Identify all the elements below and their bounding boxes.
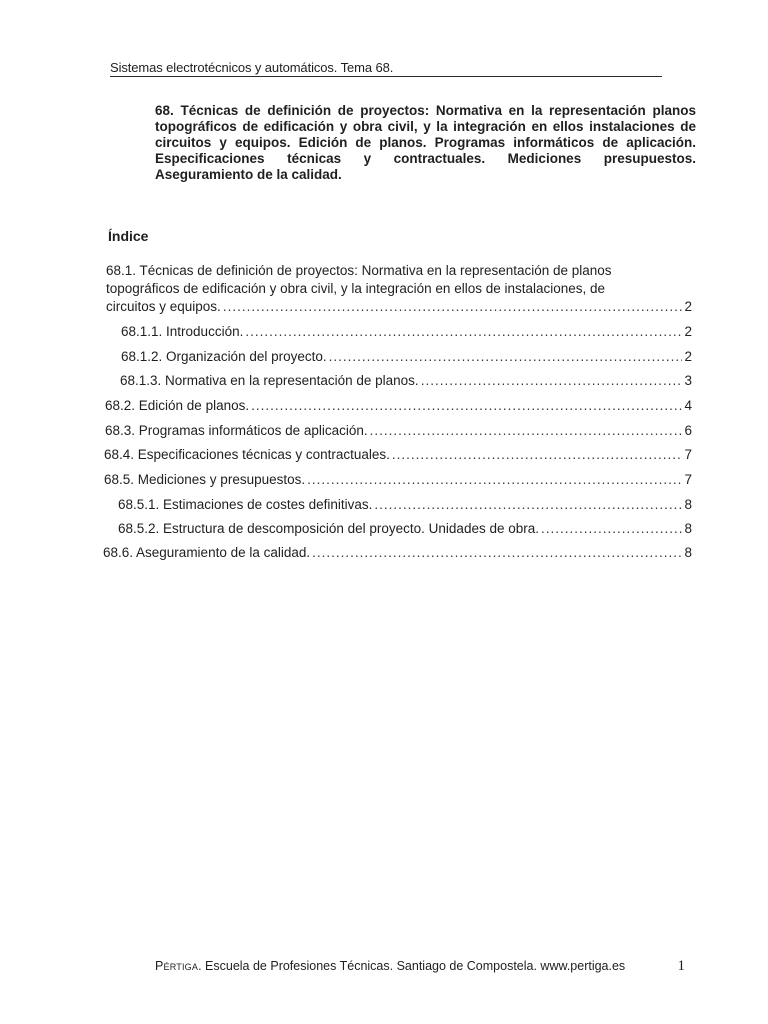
dot-leader <box>392 446 683 463</box>
toc-entry <box>105 397 692 414</box>
toc-entry-label: 68.5.2. Estructura de descomposición del proyecto. Unidades de obra. <box>118 521 539 536</box>
toc-page-number: 2 <box>684 299 692 314</box>
toc-page-number: 2 <box>684 349 692 364</box>
toc-page-number: 6 <box>684 423 692 438</box>
footer-institution: . Escuela de Profesiones Técnicas. Santiago de Compostela. www.pertiga.es <box>198 959 626 973</box>
toc-entry <box>103 544 692 561</box>
toc-entry-label: 68.5. Mediciones y presupuestos. <box>104 472 306 487</box>
running-header: Sistemas electrotécnicos y automáticos. Tema 68. <box>110 60 662 77</box>
dot-leader <box>223 298 683 315</box>
dot-leader <box>329 348 683 365</box>
toc-entry <box>121 348 692 365</box>
toc-page-number: 4 <box>684 398 692 413</box>
page-number: 1 <box>677 958 685 974</box>
toc-entry-last-line <box>106 298 692 315</box>
toc-page-number: 7 <box>684 472 692 487</box>
toc-entry-label: 68.2. Edición de planos. <box>105 398 250 413</box>
toc-entry <box>104 446 692 463</box>
dot-leader <box>374 496 682 513</box>
footer-brand: Pértiga <box>155 959 199 973</box>
toc-page-number: 8 <box>684 545 692 560</box>
toc-heading: Índice <box>108 228 149 244</box>
dot-leader <box>541 520 682 537</box>
toc-entry-label: 68.1.2. Organización del proyecto. <box>121 349 327 364</box>
toc-entry-label: 68.3. Programas informáticos de aplicación. <box>105 423 368 438</box>
toc-entry-label: 68.4. Especificaciones técnicas y contractuales. <box>104 447 390 462</box>
toc-entry-label: 68.1.3. Normativa en la representación de planos. <box>120 373 419 388</box>
toc-page-number: 3 <box>684 373 692 388</box>
toc-page-number: 2 <box>684 324 692 339</box>
toc-entry <box>121 323 692 340</box>
toc-entry-label: 68.1. Técnicas de definición de proyectos: Normativa en la representación de planos topográficos de edificación y obra civil, y la integración en ellos de instalaciones, de <box>106 263 612 296</box>
toc-entry <box>118 520 692 537</box>
toc-entry-68-1 <box>106 262 692 315</box>
toc-entry-label: 68.6. Aseguramiento de la calidad. <box>103 545 311 560</box>
toc-page-number: 8 <box>684 497 692 512</box>
toc-page-number: 7 <box>684 447 692 462</box>
toc-entry <box>118 496 692 513</box>
footer-text <box>155 959 625 973</box>
page-footer <box>155 958 685 975</box>
document-title: 68. Técnicas de definición de proyectos: Normativa en la representación planos topográficos de edificación y obra civil, y la integración en ellos instalaciones de circuitos y equipos. Edición de planos. Programas informáticos de aplicación. Especificaciones técnicas y contractuales. Mediciones presupuestos. Aseguramiento de la calidad. <box>155 103 696 182</box>
toc-entry-label: 68.1.1. Introducción. <box>121 324 244 339</box>
dot-leader <box>312 544 682 561</box>
dot-leader <box>421 372 683 389</box>
toc-entry <box>105 422 692 439</box>
toc-entry <box>104 471 692 488</box>
dot-leader <box>245 323 682 340</box>
toc-entry-label: 68.5.1. Estimaciones de costes definitivas. <box>118 497 373 512</box>
dot-leader <box>251 397 682 414</box>
toc-entry <box>120 372 692 389</box>
dot-leader <box>370 422 683 439</box>
toc-entry-label: circuitos y equipos. <box>106 299 221 314</box>
toc-page-number: 8 <box>684 521 692 536</box>
dot-leader <box>307 471 682 488</box>
